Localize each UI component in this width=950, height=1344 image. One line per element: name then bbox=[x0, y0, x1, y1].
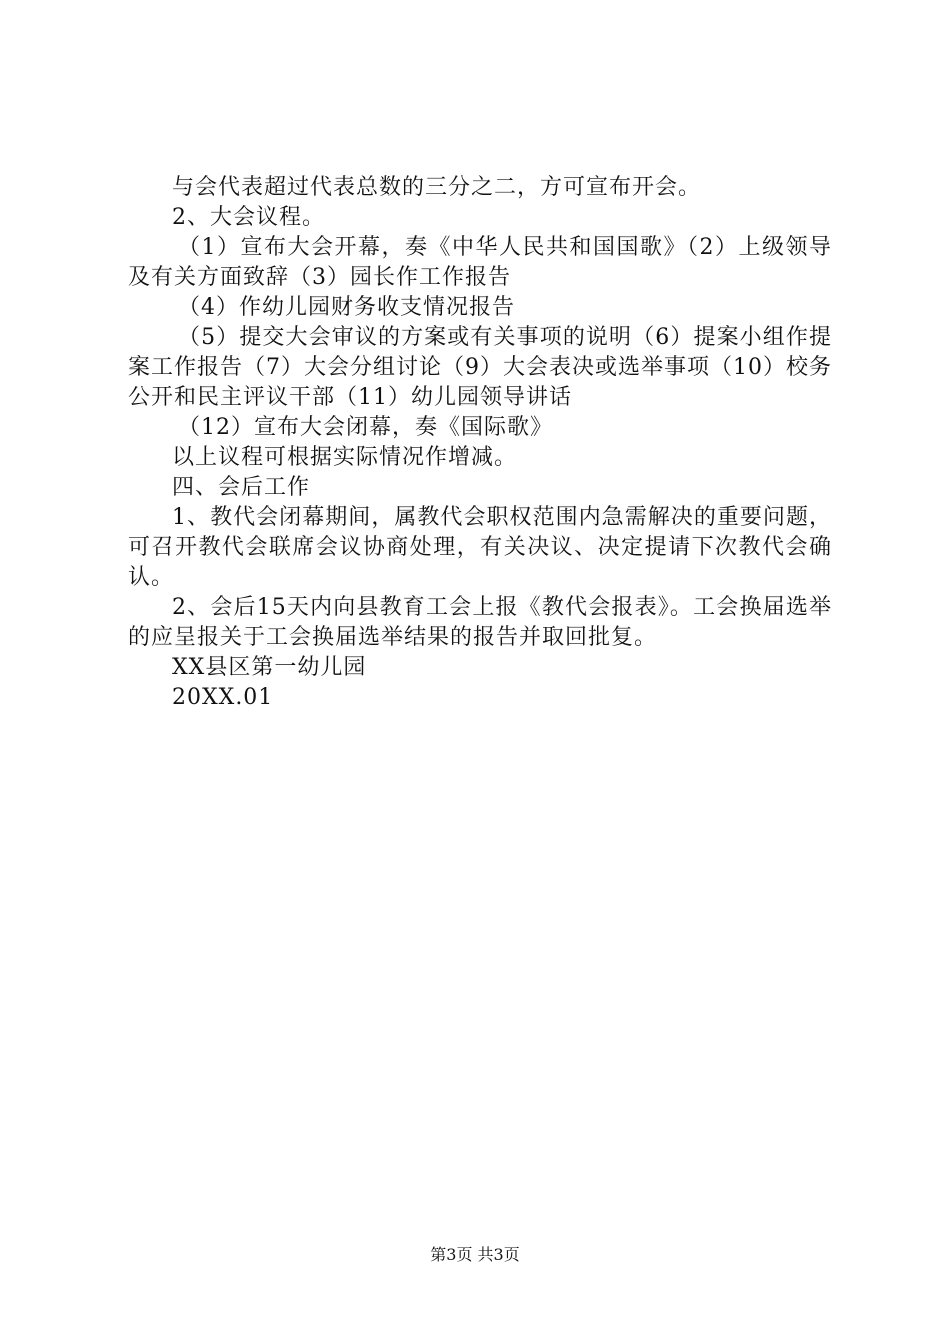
paragraph-agenda-note: 以上议程可根据实际情况作增减。 bbox=[172, 445, 518, 470]
section-heading-post-meeting: 四、会后工作 bbox=[172, 475, 311, 500]
paragraph-agenda-item-12: （12）宣布大会闭幕，奏《国际歌》 bbox=[178, 415, 553, 440]
paragraph-agenda-item-4: （4）作幼儿园财务收支情况报告 bbox=[178, 295, 515, 320]
signature-date: 20XX.01 bbox=[172, 685, 274, 710]
signature-organization: XX县区第一幼儿园 bbox=[172, 655, 367, 680]
page-number-footer: 第3页 共3页 bbox=[430, 1245, 520, 1264]
paragraph-quorum: 与会代表超过代表总数的三分之二，方可宣布开会。 bbox=[172, 175, 702, 200]
paragraph-post-meeting-1: 1、教代会闭幕期间，属教代会职权范围内急需解决的重要问题，可召开教代会联席会议协商处理，有关决议、决定提请下次教代会确认。 bbox=[128, 505, 832, 590]
paragraph-agenda-heading: 2、大会议程。 bbox=[172, 205, 325, 230]
paragraph-post-meeting-2: 2、会后15天内向县教育工会上报《教代会报表》。工会换届选举的应呈报关于工会换届选举结果的报告并取回批复。 bbox=[128, 595, 832, 650]
paragraph-agenda-items-1-3: （1）宣布大会开幕，奏《中华人民共和国国歌》（2）上级领导及有关方面致辞（3）园长作工作报告 bbox=[128, 235, 832, 290]
document-body bbox=[128, 173, 832, 713]
paragraph-agenda-items-5-11: （5）提交大会审议的方案或有关事项的说明（6）提案小组作提案工作报告（7）大会分组讨论（9）大会表决或选举事项（10）校务公开和民主评议干部（11）幼儿园领导讲话 bbox=[128, 325, 832, 410]
